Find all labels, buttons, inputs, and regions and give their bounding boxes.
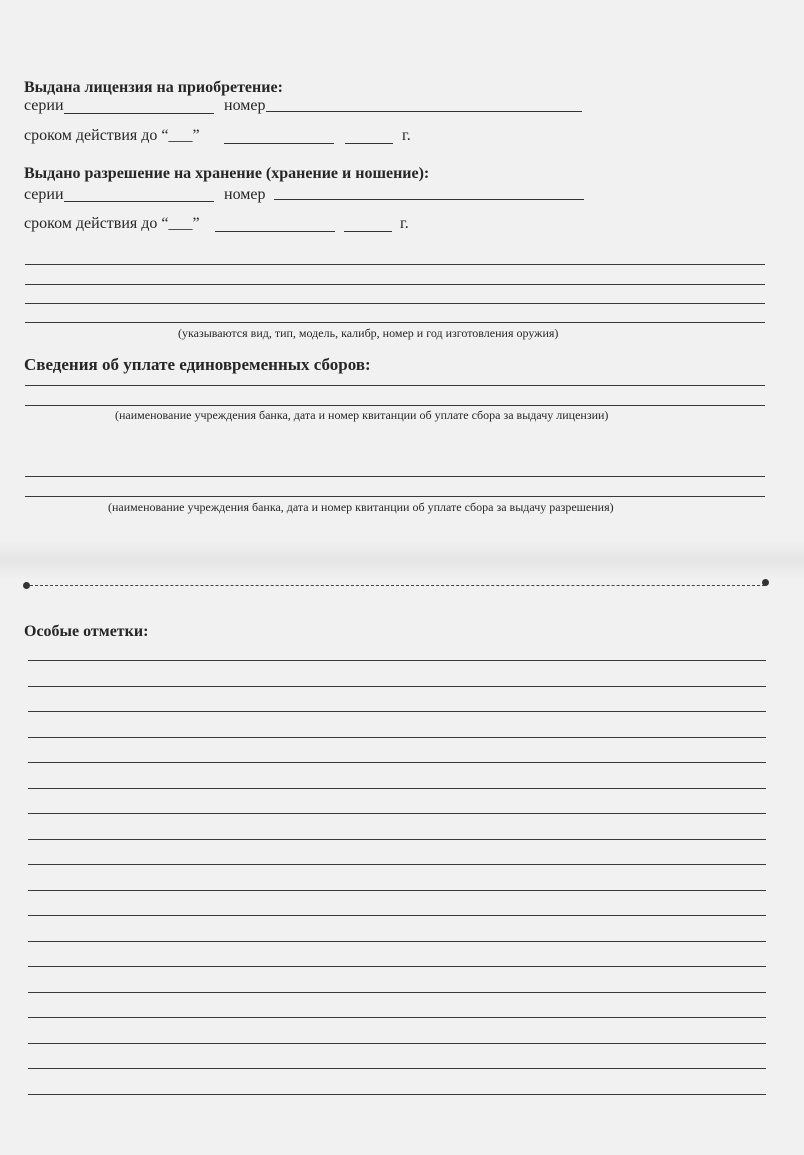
notes-heading: Особые отметки: bbox=[24, 623, 149, 640]
fee-license-line[interactable] bbox=[25, 385, 765, 386]
notes-line[interactable] bbox=[28, 915, 766, 916]
license-validity-label: сроком действия до “___” bbox=[24, 127, 200, 144]
permit-heading: Выдано разрешение на хранение (хранение и ношение): bbox=[24, 165, 430, 182]
notes-line[interactable] bbox=[28, 1043, 766, 1044]
notes-line[interactable] bbox=[28, 813, 766, 814]
weapon-line[interactable] bbox=[25, 322, 765, 323]
license-year-suffix: г. bbox=[402, 127, 411, 144]
notes-line[interactable] bbox=[28, 788, 766, 789]
notes-line[interactable] bbox=[28, 1068, 766, 1069]
permit-number-label: номер bbox=[224, 186, 266, 203]
fee-permit-line[interactable] bbox=[25, 476, 765, 477]
notes-line[interactable] bbox=[28, 941, 766, 942]
notes-line[interactable] bbox=[28, 1094, 766, 1095]
notes-line[interactable] bbox=[28, 992, 766, 993]
license-month-field[interactable] bbox=[224, 143, 334, 144]
fee-license-caption: (наименование учреждения банка, дата и номер квитанции об уплате сбора за выдачу лицензии) bbox=[115, 408, 609, 422]
license-heading: Выдана лицензия на приобретение: bbox=[24, 79, 283, 96]
license-number-field[interactable] bbox=[266, 111, 582, 112]
permit-year-field[interactable] bbox=[344, 231, 392, 232]
notes-line[interactable] bbox=[28, 711, 766, 712]
paper-fold bbox=[0, 540, 804, 580]
fee-permit-line[interactable] bbox=[25, 496, 765, 497]
fee-license-line[interactable] bbox=[25, 405, 765, 406]
weapon-line[interactable] bbox=[25, 284, 765, 285]
cut-line-dot-left bbox=[23, 582, 30, 589]
permit-month-field[interactable] bbox=[215, 231, 335, 232]
fees-heading: Сведения об уплате единовременных сборов: bbox=[24, 355, 371, 374]
notes-line[interactable] bbox=[28, 737, 766, 738]
permit-year-suffix: г. bbox=[400, 215, 409, 232]
weapon-caption: (указываются вид, тип, модель, калибр, номер и год изготовления оружия) bbox=[178, 326, 559, 340]
permit-validity-label: сроком действия до “___” bbox=[24, 215, 200, 232]
weapon-line[interactable] bbox=[25, 303, 765, 304]
permit-series-label: серии bbox=[24, 186, 64, 203]
license-series-label: серии bbox=[24, 97, 64, 114]
notes-line[interactable] bbox=[28, 1017, 766, 1018]
license-year-field[interactable] bbox=[345, 143, 393, 144]
permit-number-field[interactable] bbox=[274, 199, 584, 200]
notes-line[interactable] bbox=[28, 864, 766, 865]
notes-line[interactable] bbox=[28, 660, 766, 661]
cut-line-dot-right bbox=[762, 579, 769, 586]
notes-line[interactable] bbox=[28, 890, 766, 891]
weapon-line[interactable] bbox=[25, 264, 765, 265]
permit-series-field[interactable] bbox=[64, 201, 214, 202]
notes-line[interactable] bbox=[28, 966, 766, 967]
notes-line[interactable] bbox=[28, 839, 766, 840]
notes-line[interactable] bbox=[28, 686, 766, 687]
license-number-label: номер bbox=[224, 97, 266, 114]
license-series-field[interactable] bbox=[64, 113, 214, 114]
fee-permit-caption: (наименование учреждения банка, дата и номер квитанции об уплате сбора за выдачу разрешения) bbox=[108, 500, 614, 514]
cut-line bbox=[30, 585, 765, 586]
notes-line[interactable] bbox=[28, 762, 766, 763]
